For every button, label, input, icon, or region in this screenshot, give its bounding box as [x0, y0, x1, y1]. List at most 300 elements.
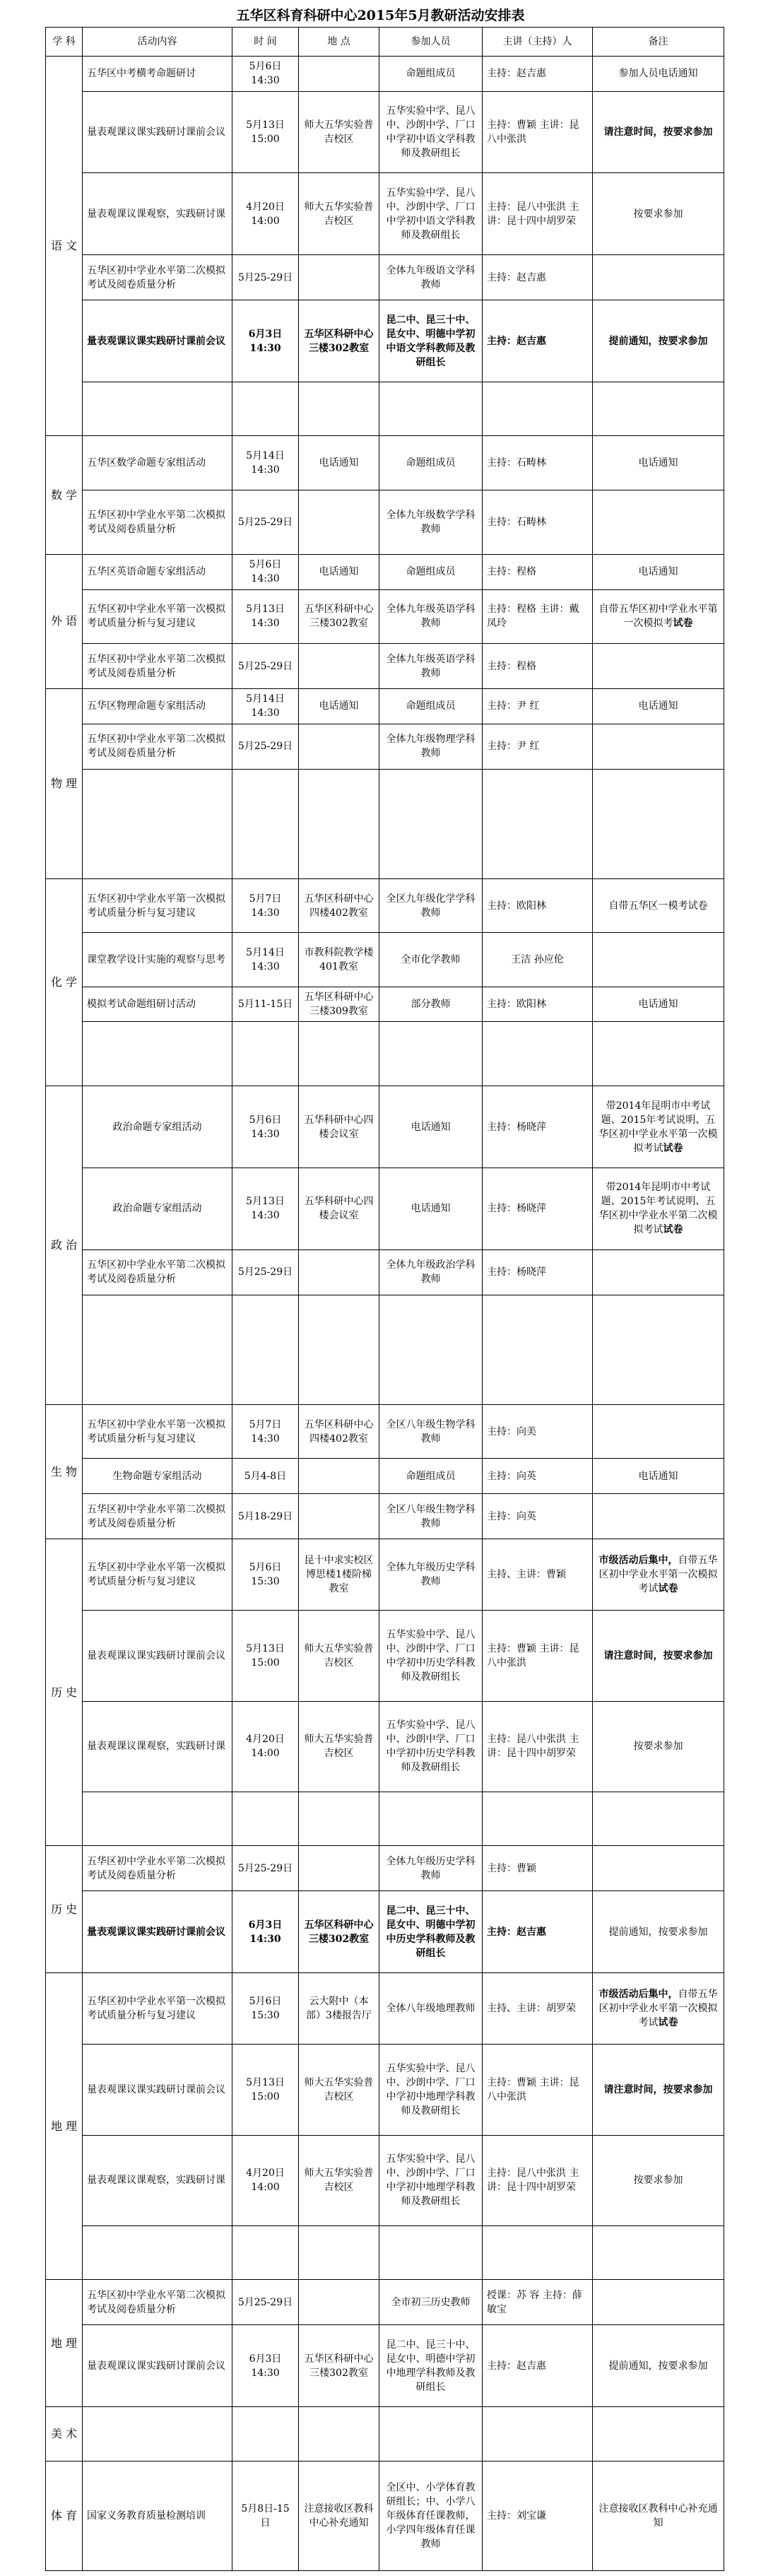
table-row — [46, 2461, 724, 2570]
content-cell — [83, 1295, 232, 1404]
table-row — [46, 1494, 724, 1539]
subject-cell: 政 治 — [46, 1086, 83, 1405]
participants-cell: 全区八年级生物学科教师 — [379, 1405, 483, 1459]
participants-cell: 五华实验中学、昆八中、沙朗中学、厂口中学初中历史学科教师及教研组长 — [379, 1611, 483, 1701]
notes-cell: 自带五华区初中学业水平第一次模拟考试卷 — [593, 589, 724, 643]
time-cell: 4月20日 14:00 — [232, 2135, 299, 2225]
place-cell — [299, 1459, 379, 1494]
table-row — [46, 724, 724, 769]
notes-emphasis: 试卷 — [658, 2017, 678, 2029]
participants-cell: 五华实验中学、昆八中、沙朗中学、厂口中学初中语文学科教师及教研组长 — [379, 173, 483, 255]
participants-cell — [379, 769, 483, 878]
subject-cell: 数 学 — [46, 436, 83, 554]
host-cell — [483, 2407, 593, 2461]
host-cell: 主持：石畴林 — [483, 490, 593, 554]
time-cell: 5月11-15日 — [232, 987, 299, 1022]
table-row — [46, 2225, 724, 2279]
subject-cell: 语 文 — [46, 57, 83, 436]
table-row — [46, 490, 724, 554]
host-cell: 主持：石畴林 — [483, 436, 593, 490]
table-row — [46, 173, 724, 255]
host-cell: 主持：尹 红 — [483, 724, 593, 769]
time-cell: 5月8日-15日 — [232, 2461, 299, 2570]
host-cell: 主持：赵吉惠 — [483, 300, 593, 382]
subject-cell: 历 史 — [46, 1846, 83, 1973]
participants-cell — [379, 1792, 483, 1845]
notes-emphasis: 试卷 — [658, 1583, 678, 1595]
table-row — [46, 2325, 724, 2407]
content-cell: 模拟考试命题组研讨活动 — [83, 987, 232, 1022]
content-cell — [83, 1022, 232, 1086]
place-cell — [299, 382, 379, 435]
notes-cell: 电话通知 — [593, 554, 724, 589]
host-cell: 主持：昆八中张洪 主讲：昆十四中胡罗荣 — [483, 173, 593, 255]
table-row — [46, 644, 724, 689]
participants-cell: 命题组成员 — [379, 436, 483, 490]
place-cell: 五华区科研中心四楼402教室 — [299, 878, 379, 932]
time-cell: 5月25-29日 — [232, 644, 299, 689]
time-cell: 5月7日 14:30 — [232, 878, 299, 932]
notes-cell — [593, 933, 724, 987]
content-cell: 量表观课议课观察，实践研讨课 — [83, 173, 232, 255]
subject-cell: 地 理 — [46, 1973, 83, 2280]
subject-cell: 物 理 — [46, 689, 83, 879]
content-cell: 国家义务教育质量检测培训 — [83, 2461, 232, 2570]
participants-cell — [379, 1295, 483, 1404]
content-cell: 量表观课议课实践研讨课前会议 — [83, 2325, 232, 2407]
notes-cell — [593, 255, 724, 300]
content-cell: 五华区初中学业水平第二次模拟考试及阅卷质量分析 — [83, 724, 232, 769]
participants-cell: 部分教师 — [379, 987, 483, 1022]
table-row — [46, 1846, 724, 1891]
place-cell: 五华区科研中心三楼302教室 — [299, 2325, 379, 2407]
place-cell — [299, 2280, 379, 2325]
notes-cell: 提前通知，按要求参加 — [593, 300, 724, 382]
table-row — [46, 987, 724, 1022]
host-cell — [483, 1792, 593, 1845]
content-cell: 课堂教学设计实施的观察与思考 — [83, 933, 232, 987]
host-cell: 主持、主讲：胡罗荣 — [483, 1973, 593, 2045]
content-cell: 量表观课议课实践研讨课前会议 — [83, 1611, 232, 1701]
subject-cell: 生 物 — [46, 1405, 83, 1539]
content-cell — [83, 769, 232, 878]
notes-cell — [593, 724, 724, 769]
notes-cell: 请注意时间，按要求参加 — [593, 1611, 724, 1701]
table-row — [46, 1086, 724, 1168]
time-cell — [232, 769, 299, 878]
time-cell: 5月25-29日 — [232, 724, 299, 769]
notes-cell: 电话通知 — [593, 987, 724, 1022]
header-participants: 参加人员 — [379, 28, 483, 57]
time-cell — [232, 382, 299, 435]
notes-emphasis: 试卷 — [663, 1142, 683, 1154]
place-cell: 五华区科研中心四楼402教室 — [299, 1405, 379, 1459]
content-cell: 量表观课议课实践研讨课前会议 — [83, 1891, 232, 1973]
table-row — [46, 933, 724, 987]
participants-cell: 电话通知 — [379, 1168, 483, 1250]
place-cell: 云大附中（本部）3楼报告厅 — [299, 1973, 379, 2045]
table-row — [46, 1249, 724, 1295]
host-cell: 主持：赵吉惠 — [483, 2325, 593, 2407]
host-cell — [483, 1022, 593, 1086]
subject-cell: 外 语 — [46, 554, 83, 688]
place-cell: 师大五华实验普吉校区 — [299, 2135, 379, 2225]
host-cell: 主持：杨晓萍 — [483, 1168, 593, 1250]
notes-cell: 电话通知 — [593, 436, 724, 490]
host-cell: 主持：曹颖 主讲：昆八中张洪 — [483, 1611, 593, 1701]
place-cell: 五华区科研中心三楼302教室 — [299, 1891, 379, 1973]
time-cell — [232, 1792, 299, 1845]
place-cell: 师大五华实验普吉校区 — [299, 91, 379, 173]
subject-cell: 历 史 — [46, 1539, 83, 1846]
time-cell: 5月25-29日 — [232, 490, 299, 554]
content-cell: 五华区初中学业水平第二次模拟考试及阅卷质量分析 — [83, 2280, 232, 2325]
participants-cell: 昆二中、昆三十中、昆女中、明德中学初中历史学科教师及教研组长 — [379, 1891, 483, 1973]
table-row — [46, 554, 724, 589]
time-cell: 5月13日 14:30 — [232, 1168, 299, 1250]
table-row — [46, 57, 724, 92]
content-cell: 五华区初中学业水平第二次模拟考试及阅卷质量分析 — [83, 490, 232, 554]
participants-cell: 全市初三历史教师 — [379, 2280, 483, 2325]
notes-cell: 带2014年昆明市中考试题、2015年考试说明、五华区初中学业水平第一次模拟考试试卷 — [593, 1086, 724, 1168]
table-row — [46, 1405, 724, 1459]
host-cell: 主持：程格 — [483, 554, 593, 589]
place-cell: 市教科院教学楼 401教室 — [299, 933, 379, 987]
participants-cell — [379, 2225, 483, 2279]
place-cell — [299, 490, 379, 554]
subject-cell: 化 学 — [46, 878, 83, 1086]
host-cell: 主持、主讲：曹颖 — [483, 1539, 593, 1611]
place-cell: 师大五华实验普吉校区 — [299, 173, 379, 255]
content-cell: 五华区初中学业水平第一次模拟考试质量分析与复习建议 — [83, 589, 232, 643]
time-cell: 5月25-29日 — [232, 1846, 299, 1891]
content-cell: 政治命题专家组活动 — [83, 1168, 232, 1250]
place-cell — [299, 255, 379, 300]
participants-cell: 五华实验中学、昆八中、沙朗中学、厂口中学初中地理学科教师及教研组长 — [379, 2045, 483, 2135]
table-row — [46, 2407, 724, 2461]
content-cell: 生物命题专家组活动 — [83, 1459, 232, 1494]
content-cell: 五华区初中学业水平第二次模拟考试及阅卷质量分析 — [83, 644, 232, 689]
notes-cell: 注意接收区教科中心补充通知 — [593, 2461, 724, 2570]
place-cell — [299, 769, 379, 878]
place-cell: 五华区科研中心三楼302教室 — [299, 300, 379, 382]
place-cell: 师大五华实验普吉校区 — [299, 1611, 379, 1701]
document-title: 五华区科育科研中心2015年5月教研活动安排表 — [236, 8, 525, 23]
host-cell: 主持：程格 主讲：戴凤玲 — [483, 589, 593, 643]
time-cell: 5月6日 15:30 — [232, 1539, 299, 1611]
content-cell — [83, 2407, 232, 2461]
notes-cell — [593, 1295, 724, 1404]
table-row — [46, 1295, 724, 1404]
table-row — [46, 1022, 724, 1086]
table-row — [46, 255, 724, 300]
place-cell — [299, 2407, 379, 2461]
notes-cell — [593, 382, 724, 435]
header-notes: 备注 — [593, 28, 724, 57]
time-cell: 5月25-29日 — [232, 2280, 299, 2325]
notes-emphasis: 试卷 — [663, 1224, 683, 1236]
notes-cell — [593, 1494, 724, 1539]
participants-cell: 全体九年级语文学科教师 — [379, 255, 483, 300]
place-cell — [299, 1249, 379, 1295]
participants-cell — [379, 2407, 483, 2461]
content-cell: 五华区数学命题专家组活动 — [83, 436, 232, 490]
participants-cell: 昆二中、昆三十中、昆女中、明德中学初中地理学科教师及教研组长 — [379, 2325, 483, 2407]
host-cell: 主持：向英 — [483, 1494, 593, 1539]
time-cell: 4月20日 14:00 — [232, 173, 299, 255]
host-cell: 主持：曹颖 — [483, 1846, 593, 1891]
table-row — [46, 769, 724, 878]
place-cell: 昆十中求实校区博思楼1楼阶梯教室 — [299, 1539, 379, 1611]
host-cell: 主持：程格 — [483, 644, 593, 689]
participants-cell: 全体九年级物理学科教师 — [379, 724, 483, 769]
place-cell: 五华科研中心四楼会议室 — [299, 1086, 379, 1168]
content-cell: 量表观课议课观察，实践研讨课 — [83, 1701, 232, 1792]
host-cell: 授课：苏 容 主持：薛敏宝 — [483, 2280, 593, 2325]
notes-cell — [593, 1792, 724, 1845]
place-cell: 师大五华实验普吉校区 — [299, 2045, 379, 2135]
subject-cell: 美 术 — [46, 2407, 83, 2461]
header-content: 活动内容 — [83, 28, 232, 57]
content-cell: 五华区中考横考命题研讨 — [83, 57, 232, 92]
place-cell: 电话通知 — [299, 554, 379, 589]
participants-cell: 昆二中、昆三十中、昆女中、明德中学初中语文学科教师及教研组长 — [379, 300, 483, 382]
header-place: 地 点 — [299, 28, 379, 57]
notes-cell — [593, 1846, 724, 1891]
host-cell — [483, 382, 593, 435]
schedule-table — [45, 27, 724, 2571]
time-cell — [232, 2225, 299, 2279]
host-cell: 主持：尹 红 — [483, 689, 593, 724]
host-cell: 主持：杨晓萍 — [483, 1249, 593, 1295]
schedule-body — [46, 57, 724, 2571]
content-cell: 五华区初中学业水平第二次模拟考试及阅卷质量分析 — [83, 1494, 232, 1539]
place-cell: 注意接收区教科中心补充通知 — [299, 2461, 379, 2570]
notes-cell — [593, 490, 724, 554]
time-cell: 5月25-29日 — [232, 1249, 299, 1295]
participants-cell: 命题组成员 — [379, 689, 483, 724]
time-cell: 6月3日 14:30 — [232, 300, 299, 382]
place-cell: 电话通知 — [299, 689, 379, 724]
notes-cell: 提前通知，按要求参加 — [593, 2325, 724, 2407]
participants-cell: 全体九年级英语学科教师 — [379, 644, 483, 689]
content-cell: 量表观课议课实践研讨课前会议 — [83, 300, 232, 382]
host-cell: 主持：刘宝谦 — [483, 2461, 593, 2570]
time-cell — [232, 2407, 299, 2461]
content-cell: 五华区初中学业水平第二次模拟考试及阅卷质量分析 — [83, 1846, 232, 1891]
notes-cell: 提前通知，按要求参加 — [593, 1891, 724, 1973]
time-cell: 5月14日 14:30 — [232, 933, 299, 987]
time-cell: 5月4-8日 — [232, 1459, 299, 1494]
host-cell: 主持：赵吉惠 — [483, 255, 593, 300]
place-cell: 五华区科研中心三楼309教室 — [299, 987, 379, 1022]
table-row — [46, 1973, 724, 2045]
participants-cell — [379, 1022, 483, 1086]
header-time: 时 间 — [232, 28, 299, 57]
notes-cell: 请注意时间，按要求参加 — [593, 91, 724, 173]
place-cell — [299, 1022, 379, 1086]
table-row — [46, 1459, 724, 1494]
place-cell — [299, 1494, 379, 1539]
table-row — [46, 589, 724, 643]
subject-cell: 地 理 — [46, 2280, 83, 2407]
subject-cell: 体 育 — [46, 2461, 83, 2570]
content-cell: 五华区初中学业水平第二次模拟考试及阅卷质量分析 — [83, 1249, 232, 1295]
notes-cell — [593, 2407, 724, 2461]
participants-cell: 命题组成员 — [379, 57, 483, 92]
participants-cell: 全体八年级地理教师 — [379, 1973, 483, 2045]
table-row — [46, 1792, 724, 1845]
content-cell — [83, 382, 232, 435]
content-cell — [83, 1792, 232, 1845]
table-row — [46, 1168, 724, 1250]
notes-cell: 请注意时间，按要求参加 — [593, 2045, 724, 2135]
content-cell: 五华区初中学业水平第一次模拟考试质量分析与复习建议 — [83, 878, 232, 932]
participants-cell: 全区八年级生物学科教师 — [379, 1494, 483, 1539]
participants-cell: 全市化学教师 — [379, 933, 483, 987]
time-cell: 5月6日 14:30 — [232, 1086, 299, 1168]
table-row — [46, 436, 724, 490]
notes-cell: 市级活动后集中，自带五华区初中学业水平第一次模拟考试试卷 — [593, 1539, 724, 1611]
place-cell: 五华区科研中心三楼302教室 — [299, 589, 379, 643]
time-cell: 5月13日 15:00 — [232, 91, 299, 173]
place-cell — [299, 1846, 379, 1891]
table-row — [46, 2045, 724, 2135]
host-cell: 主持：赵吉惠 — [483, 1891, 593, 1973]
notes-emphasis: 试卷 — [673, 618, 693, 630]
content-cell: 五华区初中学业水平第一次模拟考试质量分析与复习建议 — [83, 1973, 232, 2045]
host-cell: 主持：曹颖 主讲：昆八中张洪 — [483, 91, 593, 173]
notes-cell: 市级活动后集中，自带五华区初中学业水平第一次模拟考试试卷 — [593, 1973, 724, 2045]
host-cell: 主持：曹颖 主讲：昆八中张洪 — [483, 2045, 593, 2135]
table-row — [46, 1539, 724, 1611]
time-cell: 5月13日 15:00 — [232, 2045, 299, 2135]
host-cell: 主持：杨晓萍 — [483, 1086, 593, 1168]
host-cell: 主持：向英 — [483, 1459, 593, 1494]
participants-cell: 命题组成员 — [379, 554, 483, 589]
participants-cell: 电话通知 — [379, 1086, 483, 1168]
time-cell: 5月13日 15:00 — [232, 1611, 299, 1701]
host-cell — [483, 2225, 593, 2279]
place-cell — [299, 1792, 379, 1845]
table-row — [46, 300, 724, 382]
time-cell: 4月20日 14:00 — [232, 1701, 299, 1792]
participants-cell: 全区中、小学体育教研组长；中、小学八年级体育任课教师，小学四年级体育任课教师 — [379, 2461, 483, 2570]
host-cell: 主持：欧阳林 — [483, 878, 593, 932]
participants-cell: 五华实验中学、昆八中、沙朗中学、厂口中学初中语文学科教师及教研组长 — [379, 91, 483, 173]
content-cell: 五华区初中学业水平第一次模拟考试质量分析与复习建议 — [83, 1405, 232, 1459]
host-cell: 主持：赵吉惠 — [483, 57, 593, 92]
time-cell: 6月3日 14:30 — [232, 1891, 299, 1973]
content-cell: 政治命题专家组活动 — [83, 1086, 232, 1168]
host-cell: 王洁 孙应伦 — [483, 933, 593, 987]
place-cell — [299, 1295, 379, 1404]
place-cell — [299, 2225, 379, 2279]
notes-cell: 带2014年昆明市中考试题、2015年考试说明、五华区初中学业水平第二次模拟考试试卷 — [593, 1168, 724, 1250]
content-cell: 五华区英语命题专家组活动 — [83, 554, 232, 589]
notes-cell: 自带五华区一模考试卷 — [593, 878, 724, 932]
notes-cell — [593, 1405, 724, 1459]
place-cell — [299, 57, 379, 92]
notes-cell: 按要求参加 — [593, 2135, 724, 2225]
notes-emphasis: 市级活动后集中， — [598, 1555, 678, 1567]
content-cell: 五华区初中学业水平第二次模拟考试及阅卷质量分析 — [83, 255, 232, 300]
participants-cell: 五华实验中学、昆八中、沙朗中学、厂口中学初中地理学科教师及教研组长 — [379, 2135, 483, 2225]
table-row — [46, 91, 724, 173]
header-host: 主讲（主持）人 — [483, 28, 593, 57]
notes-cell: 按要求参加 — [593, 173, 724, 255]
participants-cell: 全区九年级化学学科教师 — [379, 878, 483, 932]
content-cell: 量表观课议课观察，实践研讨课 — [83, 2135, 232, 2225]
notes-emphasis: 市级活动后集中， — [598, 1989, 678, 2001]
participants-cell: 五华实验中学、昆八中、沙朗中学、厂口中学初中历史学科教师及教研组长 — [379, 1701, 483, 1792]
host-cell: 主持：昆八中张洪 主讲：昆十四中胡罗荣 — [483, 2135, 593, 2225]
time-cell: 5月18-29日 — [232, 1494, 299, 1539]
table-row — [46, 878, 724, 932]
time-cell: 5月14日 14:30 — [232, 689, 299, 724]
notes-cell: 电话通知 — [593, 689, 724, 724]
time-cell: 5月6日 14:30 — [232, 554, 299, 589]
notes-cell: 按要求参加 — [593, 1701, 724, 1792]
time-cell — [232, 1295, 299, 1404]
table-row — [46, 2135, 724, 2225]
notes-cell: 电话通知 — [593, 1459, 724, 1494]
participants-cell: 命题组成员 — [379, 1459, 483, 1494]
participants-cell: 全体九年级政治学科教师 — [379, 1249, 483, 1295]
participants-cell: 全体九年级历史学科教师 — [379, 1539, 483, 1611]
table-row — [46, 1701, 724, 1792]
table-row — [46, 1891, 724, 1973]
participants-cell — [379, 382, 483, 435]
host-cell: 主持：向美 — [483, 1405, 593, 1459]
place-cell: 电话通知 — [299, 436, 379, 490]
table-row — [46, 1611, 724, 1701]
time-cell: 5月14日 14:30 — [232, 436, 299, 490]
participants-cell: 全体九年级数学学科教师 — [379, 490, 483, 554]
content-cell: 量表观课议课实践研讨课前会议 — [83, 2045, 232, 2135]
time-cell: 5月6日 15:30 — [232, 1973, 299, 2045]
content-cell: 量表观课议课实践研讨课前会议 — [83, 91, 232, 173]
host-cell: 主持：昆八中张洪 主讲：昆十四中胡罗荣 — [483, 1701, 593, 1792]
notes-cell — [593, 2280, 724, 2325]
notes-cell — [593, 1022, 724, 1086]
notes-cell — [593, 769, 724, 878]
content-cell: 五华区初中学业水平第一次模拟考试质量分析与复习建议 — [83, 1539, 232, 1611]
notes-cell — [593, 1249, 724, 1295]
table-row — [46, 382, 724, 435]
notes-cell — [593, 644, 724, 689]
place-cell — [299, 724, 379, 769]
participants-cell: 全体九年级历史学科教师 — [379, 1846, 483, 1891]
header-row — [46, 28, 724, 57]
table-row — [46, 689, 724, 724]
header-subject: 学 科 — [46, 28, 83, 57]
host-cell: 主持：欧阳林 — [483, 987, 593, 1022]
host-cell — [483, 1295, 593, 1404]
time-cell: 5月13日 14:30 — [232, 589, 299, 643]
participants-cell: 全体九年级英语学科教师 — [379, 589, 483, 643]
content-cell: 五华区物理命题专家组活动 — [83, 689, 232, 724]
place-cell — [299, 644, 379, 689]
time-cell: 5月7日 14:30 — [232, 1405, 299, 1459]
time-cell: 5月6日 14:30 — [232, 57, 299, 92]
time-cell: 6月3日 14:30 — [232, 2325, 299, 2407]
time-cell: 5月25-29日 — [232, 255, 299, 300]
content-cell — [83, 2225, 232, 2279]
host-cell — [483, 769, 593, 878]
place-cell: 五华科研中心四楼会议室 — [299, 1168, 379, 1250]
notes-cell — [593, 2225, 724, 2279]
